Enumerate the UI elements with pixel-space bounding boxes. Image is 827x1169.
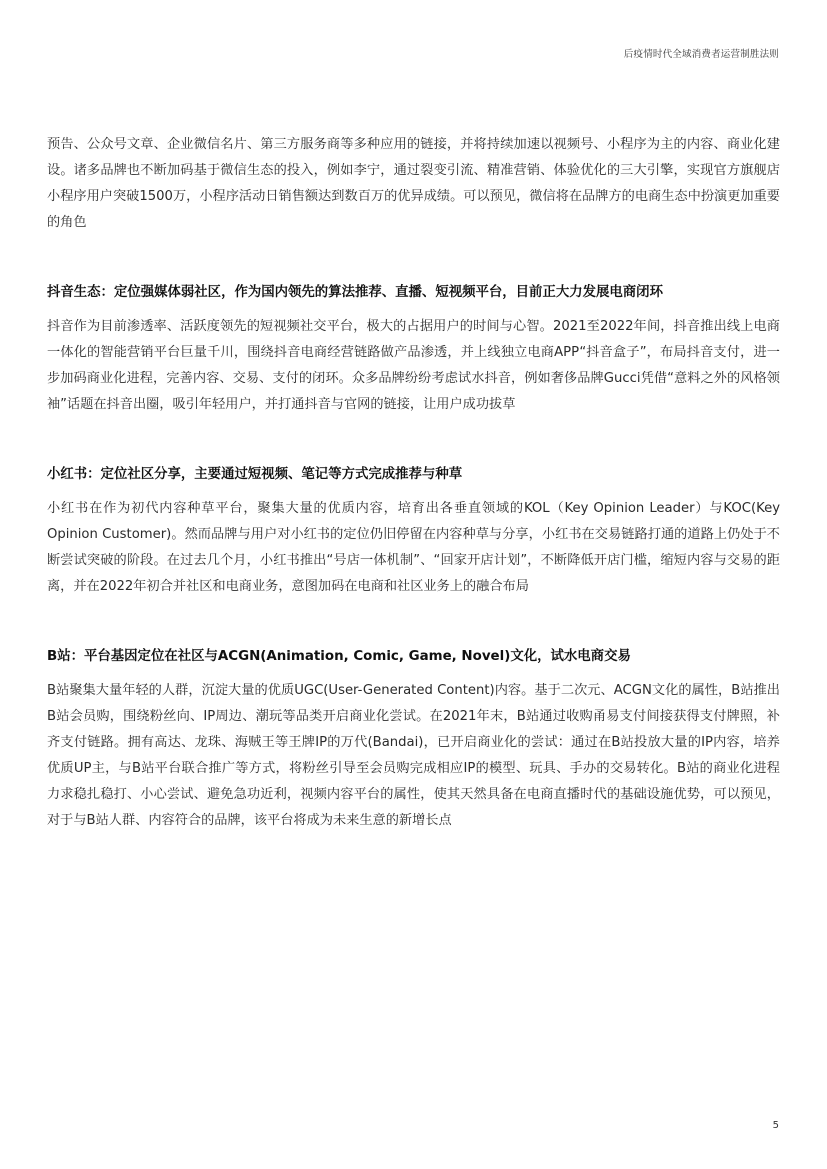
section-douyin [47, 282, 780, 418]
page-number: 5 [772, 1120, 779, 1131]
section-body-xiaohongshu: 小红书在作为初代内容种草平台，聚集大量的优质内容，培育出各垂直领域的KOL（Key Opinion Leader）与KOC(Key Opinion Customer)。然而品牌与用户对小红书的定位仍旧停留在内容种草与分享，小红书在交易链路打通的道路上仍处于不断尝试突破的阶段。在过去几个月，小红书推出“号店一体机制”、“回家开店计划”，不断降低开店门槛，缩短内容与交易的距离，并在2022年初合并社区和电商业务，意图加码在电商和社区业务上的融合布局 [47, 501, 780, 594]
section-heading-douyin: 抖音生态：定位强媒体弱社区，作为国内领先的算法推荐、直播、短视频平台，目前正大力发展电商闭环 [47, 285, 663, 300]
section-heading-xiaohongshu: 小红书：定位社区分享，主要通过短视频、笔记等方式完成推荐与种草 [47, 467, 463, 482]
section-bilibili [47, 646, 780, 834]
page-body [47, 132, 780, 834]
section-body-douyin: 抖音作为目前渗透率、活跃度领先的短视频社交平台，极大的占据用户的时间与心智。2021至2022年间，抖音推出线上电商一体化的智能营销平台巨量千川，围绕抖音电商经营链路做产品渗透，并上线独立电商APP“抖音盒子”，布局抖音支付，进一步加码商业化进程，完善内容、交易、支付的闭环。众多品牌纷纷考虑试水抖音，例如奢侈品牌Gucci凭借“意料之外的风格领袖”话题在抖音出圈，吸引年轻用户，并打通抖音与官网的链接，让用户成功拔草 [47, 319, 780, 412]
intro-paragraph: 预告、公众号文章、企业微信名片、第三方服务商等多种应用的链接，并将持续加速以视频号、小程序为主的内容、商业化建设。诸多品牌也不断加码基于微信生态的投入，例如李宁，通过裂变引流、精准营销、体验优化的三大引擎，实现官方旗舰店小程序用户突破1500万，小程序活动日销售额达到数百万的优异成绩。可以预见，微信将在品牌方的电商生态中扮演更加重要的角色 [47, 137, 780, 230]
section-heading-bilibili: B站：平台基因定位在社区与ACGN(Animation, Comic, Game, Novel)文化，试水电商交易 [47, 649, 631, 664]
section-xiaohongshu [47, 464, 780, 600]
running-header-title: 后疫情时代全域消费者运营制胜法则 [623, 49, 779, 60]
section-body-bilibili: B站聚集大量年轻的人群，沉淀大量的优质UGC(User-Generated Content)内容。基于二次元、ACGN文化的属性，B站推出B站会员购，围绕粉丝向、IP周边、潮玩等品类开启商业化尝试。在2021年末，B站通过收购甬易支付间接获得支付牌照，补齐支付链路。拥有高达、龙珠、海贼王等王牌IP的万代(Bandai)，已开启商业化的尝试：通过在B站投放大量的IP内容，培养优质UP主，与B站平台联合推广等方式，将粉丝引导至会员购完成相应IP的模型、玩具、手办的交易转化。B站的商业化进程力求稳扎稳打、小心尝试、避免急功近利，视频内容平台的属性，使其天然具备在电商直播时代的基础设施优势，可以预见，对于与B站人群、内容符合的品牌，该平台将成为未来生意的新增长点 [47, 683, 780, 828]
